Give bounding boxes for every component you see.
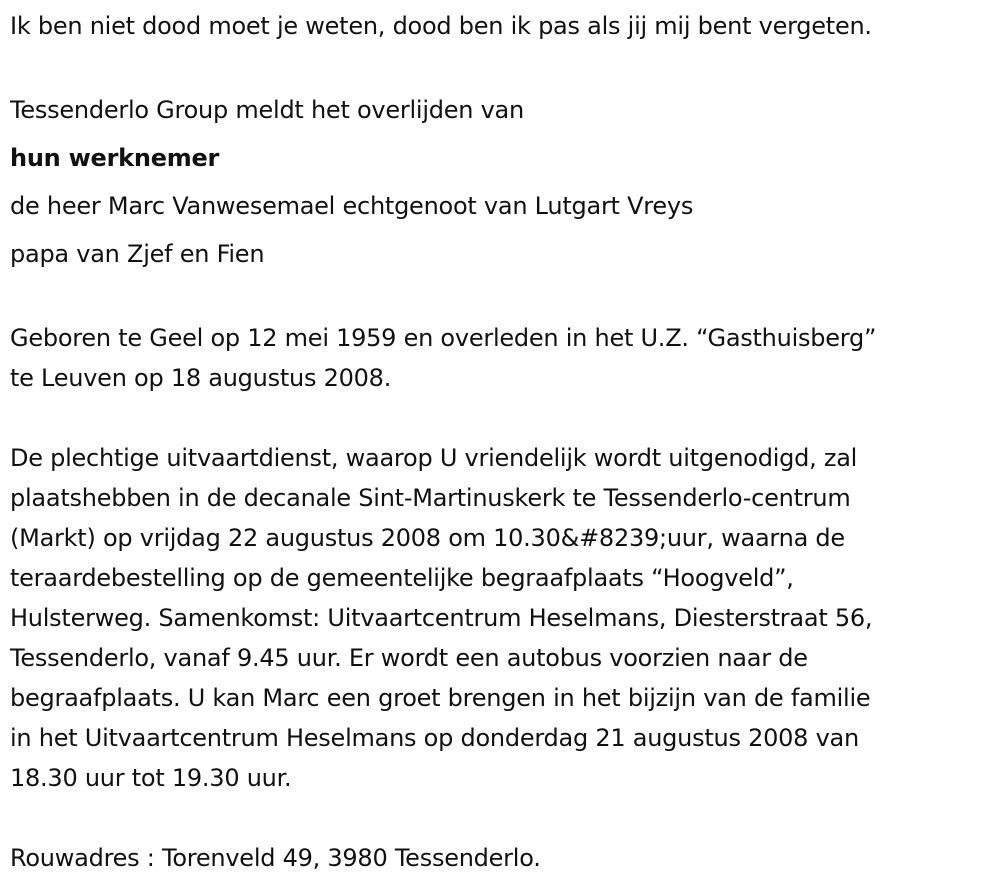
service-line: begraafplaats. U kan Marc een groet brengen in het bijzijn van de familie <box>10 684 871 712</box>
mourning-address: Rouwadres : Torenveld 49, 3980 Tessenderlo. <box>10 844 541 872</box>
memorial-quote: Ik ben niet dood moet je weten, dood ben ik pas als jij mij bent vergeten. <box>10 12 872 40</box>
service-line: in het Uitvaartcentrum Heselmans op donderdag 21 augustus 2008 van <box>10 724 859 752</box>
birth-death-line: te Leuven op 18 augustus 2008. <box>10 364 392 392</box>
service-line: 18.30 uur tot 19.30 uur. <box>10 764 292 792</box>
spacer <box>10 798 990 838</box>
service-line: plaatshebben in de decanale Sint-Martinuskerk te Tessenderlo-centrum <box>10 484 851 512</box>
spacer <box>10 278 990 318</box>
service-line: De plechtige uitvaartdienst, waarop U vriendelijk wordt uitgenodigd, zal <box>10 444 858 472</box>
announcement-text: Tessenderlo Group meldt het overlijden van <box>10 96 524 124</box>
birth-death-line: Geboren te Geel op 12 mei 1959 en overleden in het U.Z. “Gasthuisberg” <box>10 324 877 352</box>
spacer <box>10 46 990 86</box>
service-line: Tessenderlo, vanaf 9.45 uur. Er wordt een autobus voorzien naar de <box>10 644 808 672</box>
deceased-name-line: de heer Marc Vanwesemael echtgenoot van Lutgart Vreys <box>10 192 694 220</box>
funeral-service-paragraph <box>10 438 990 798</box>
role-text: hun werknemer <box>10 144 220 172</box>
birth-death-paragraph <box>10 318 990 398</box>
spacer <box>10 398 990 438</box>
service-line: Hulsterweg. Samenkomst: Uitvaartcentrum Heselmans, Diesterstraat 56, <box>10 604 873 632</box>
service-line: teraardebestelling op de gemeentelijke begraafplaats “Hoogveld”, <box>10 564 794 592</box>
children-line: papa van Zjef en Fien <box>10 240 265 268</box>
service-line: (Markt) op vrijdag 22 augustus 2008 om 10.30&#8239;uur, waarna de <box>10 524 845 552</box>
